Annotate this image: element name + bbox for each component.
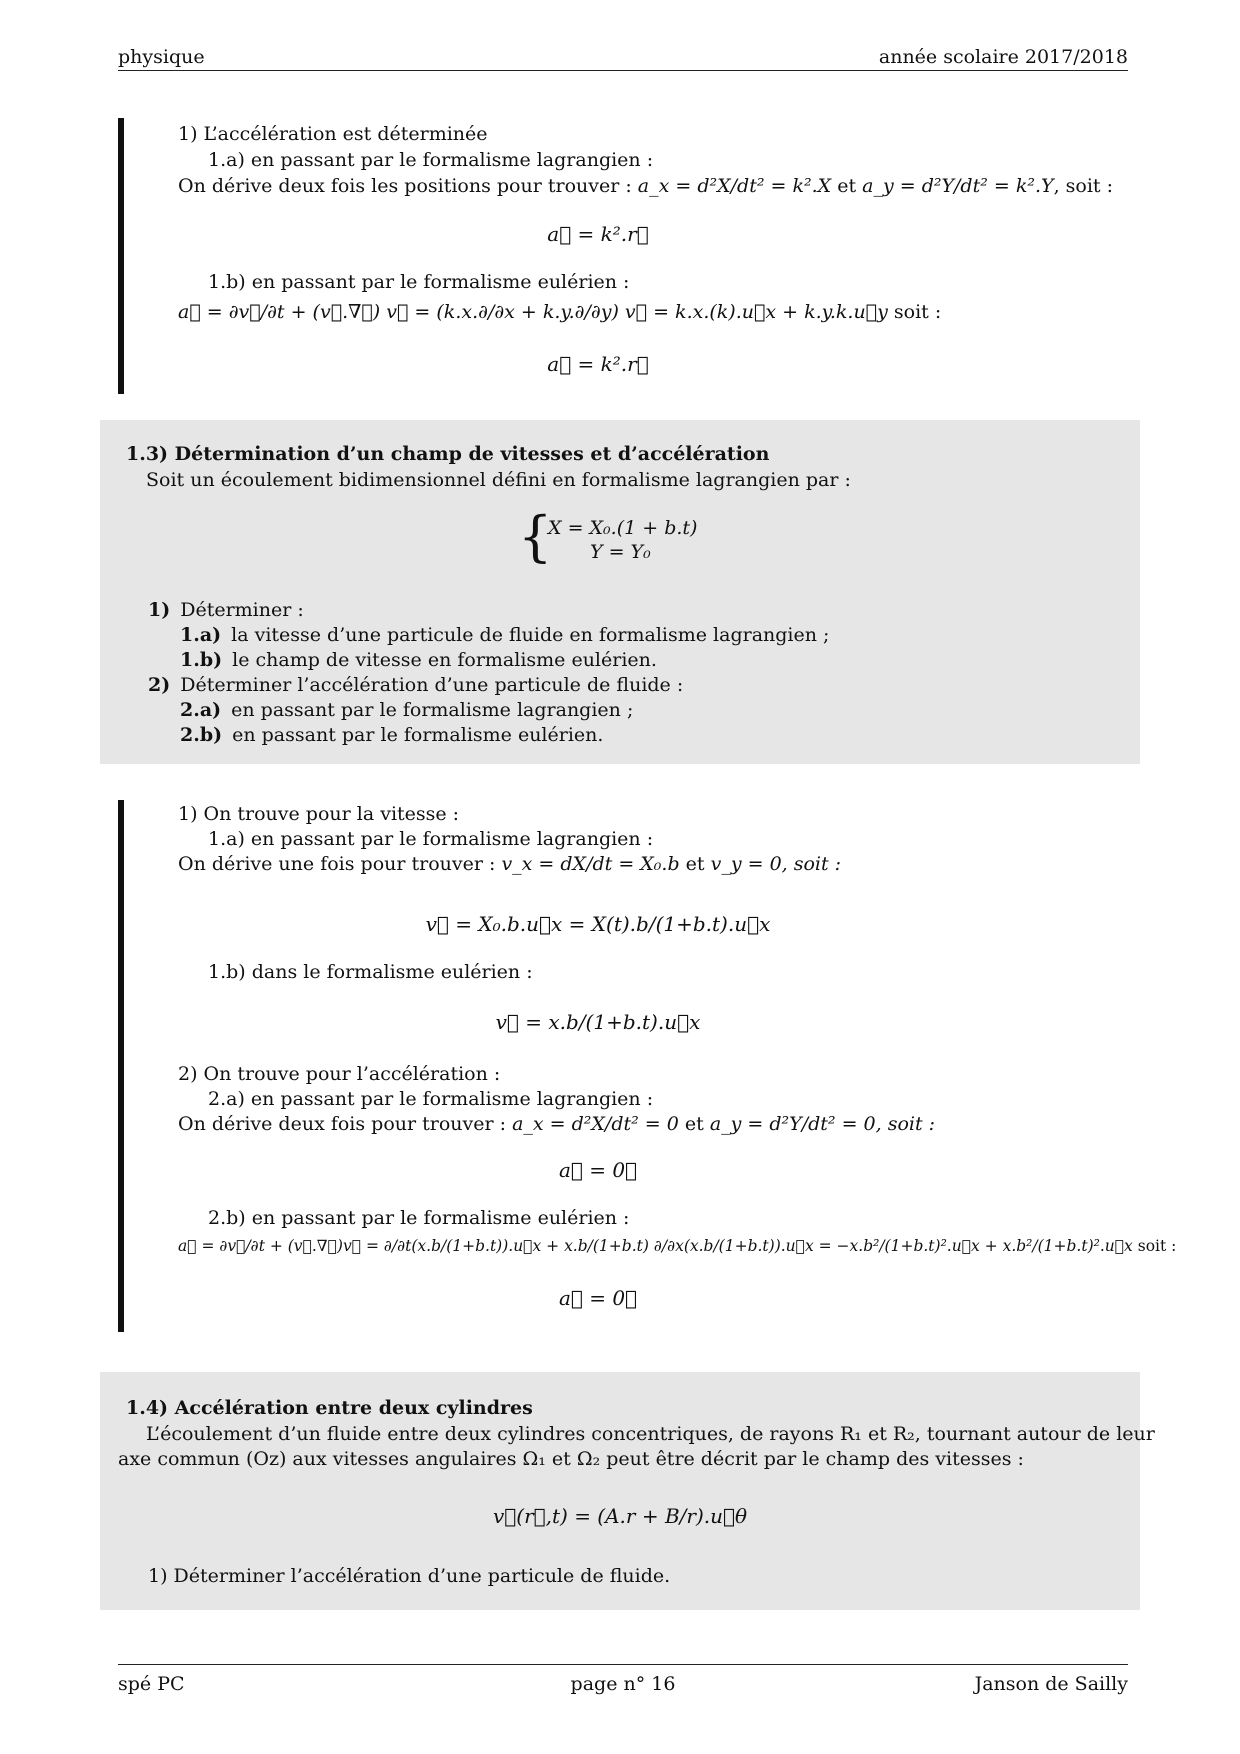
ex13-item-1a: 1.a) la vitesse d’une particule de fluide en formalisme lagrangien ; bbox=[180, 624, 830, 646]
sol1-soit: , soit : bbox=[1053, 175, 1113, 197]
sol1-q1b: 1.b) en passant par le formalisme eulérien : bbox=[208, 271, 630, 293]
sol2-result-4: a⃗ = 0⃗ bbox=[558, 1286, 638, 1310]
sol1-derive-line bbox=[178, 174, 1113, 198]
ex13-item-2: 2) Déterminer l’accélération d’une particule de fluide : bbox=[148, 674, 684, 696]
sol1-et: et bbox=[837, 175, 857, 197]
ex13-eq-x: X = X₀.(1 + b.t) bbox=[548, 517, 698, 539]
sol2-derive1-line bbox=[178, 852, 841, 876]
sol2-derive1: On dérive une fois pour trouver : bbox=[178, 853, 496, 875]
sol2-derive2: On dérive deux fois pour trouver : bbox=[178, 1113, 507, 1135]
sol2-euler-line bbox=[178, 1234, 1176, 1258]
solution-bar bbox=[118, 800, 124, 1332]
sol2-euler: a⃗ = ∂v⃗/∂t + (v⃗.∇⃗)v⃗ = ∂/∂t(x.b/(1+b.t)).u⃗x + x.b/(1+b.t) ∂/∂x(x.b/(1+b.t)).u⃗x = −x.b²/(1+b.t)².u⃗x + x.b²/(1+b.t)².u⃗x bbox=[178, 1237, 1133, 1255]
sol2-q2b: 2.b) en passant par le formalisme eulérien : bbox=[208, 1207, 630, 1229]
page-header bbox=[118, 40, 1128, 71]
ex13-item-1: 1) Déterminer : bbox=[148, 599, 304, 621]
sol1-derive-text: On dérive deux fois les positions pour trouver : bbox=[178, 175, 632, 197]
sol2-vy: v_y = 0, soit : bbox=[710, 853, 842, 875]
sol1-soit2: soit : bbox=[893, 301, 942, 323]
sol2-q2: 2) On trouve pour l’accélération : bbox=[178, 1063, 501, 1085]
ex14-para-line-1: L’écoulement d’un fluide entre deux cylindres concentriques, de rayons R₁ et R₂, tournant autour de leur bbox=[146, 1423, 1155, 1445]
ex14-velocity-eq: v⃗(r⃗,t) = (A.r + B/r).u⃗θ bbox=[492, 1504, 748, 1528]
sol2-soit: soit : bbox=[1137, 1237, 1177, 1255]
ex13-eq-y: Y = Y₀ bbox=[590, 541, 651, 563]
ex13-brace: { bbox=[518, 505, 553, 568]
sol2-q1b: 1.b) dans le formalisme eulérien : bbox=[208, 961, 533, 983]
ex13-item-2a: 2.a) en passant par le formalisme lagrangien ; bbox=[180, 699, 634, 721]
sol2-ax: a_x = d²X/dt² = 0 bbox=[512, 1113, 679, 1135]
exercise-1-3 bbox=[100, 420, 1140, 764]
sol1-result-1: a⃗ = k².r⃗ bbox=[547, 222, 649, 246]
ex13-intro: Soit un écoulement bidimensionnel défini en formalisme lagrangien par : bbox=[146, 469, 851, 491]
solution-block-2 bbox=[118, 800, 1177, 1332]
ex14-q1: 1) Déterminer l’accélération d’une particule de fluide. bbox=[148, 1565, 671, 1587]
sol1-q1a: 1.a) en passant par le formalisme lagrangien : bbox=[208, 149, 654, 171]
ex13-title: 1.3) Détermination d’un champ de vitesses et d’accélération bbox=[126, 443, 770, 465]
sol1-euler: a⃗ = ∂v⃗/∂t + (v⃗.∇⃗) v⃗ = (k.x.∂/∂x + k.y.∂/∂y) v⃗ = k.x.(k).u⃗x + k.y.k.u⃗y bbox=[178, 301, 888, 323]
sol1-q1: 1) L’accélération est déterminée bbox=[178, 123, 488, 145]
sol2-ay: a_y = d²Y/dt² = 0, soit : bbox=[709, 1113, 936, 1135]
sol1-ax: a_x = d²X/dt² = k².X bbox=[637, 175, 832, 197]
sol2-q1: 1) On trouve pour la vitesse : bbox=[178, 803, 460, 825]
sol2-result-2: v⃗ = x.b/(1+b.t).u⃗x bbox=[495, 1010, 701, 1034]
header-subject: physique bbox=[118, 46, 205, 68]
solution-block-1 bbox=[118, 118, 1113, 394]
sol2-q1a: 1.a) en passant par le formalisme lagrangien : bbox=[208, 828, 654, 850]
sol2-q2a: 2.a) en passant par le formalisme lagrangien : bbox=[208, 1088, 654, 1110]
sol2-result-3: a⃗ = 0⃗ bbox=[558, 1158, 638, 1182]
ex14-para-line-2: axe commun (Oz) aux vitesses angulaires Ω₁ et Ω₂ peut être décrit par le champ des vitesses : bbox=[118, 1448, 1024, 1470]
ex14-title: 1.4) Accélération entre deux cylindres bbox=[126, 1397, 533, 1419]
sol2-result-1: v⃗ = X₀.b.u⃗x = X(t).b/(1+b.t).u⃗x bbox=[425, 912, 771, 936]
sol2-et: et bbox=[685, 853, 705, 875]
sol2-et-2: et bbox=[684, 1113, 704, 1135]
sol2-derive2-line bbox=[178, 1112, 935, 1136]
page-footer bbox=[118, 1664, 1128, 1695]
header-year: année scolaire 2017/2018 bbox=[878, 46, 1128, 68]
footer-class: spé PC bbox=[118, 1673, 185, 1695]
ex13-item-1b: 1.b) le champ de vitesse en formalisme eulérien. bbox=[180, 649, 657, 671]
sol2-vx: v_x = dX/dt = X₀.b bbox=[501, 853, 680, 875]
sol1-euler-line bbox=[178, 300, 941, 324]
exercise-1-4 bbox=[100, 1372, 1155, 1610]
sol1-ay: a_y = d²Y/dt² = k².Y bbox=[862, 175, 1054, 197]
sol1-result-2: a⃗ = k².r⃗ bbox=[547, 352, 649, 376]
footer-page-number: page n° 16 bbox=[570, 1673, 676, 1695]
ex13-item-2b: 2.b) en passant par le formalisme eulérien. bbox=[180, 724, 604, 746]
footer-school: Janson de Sailly bbox=[974, 1673, 1128, 1695]
